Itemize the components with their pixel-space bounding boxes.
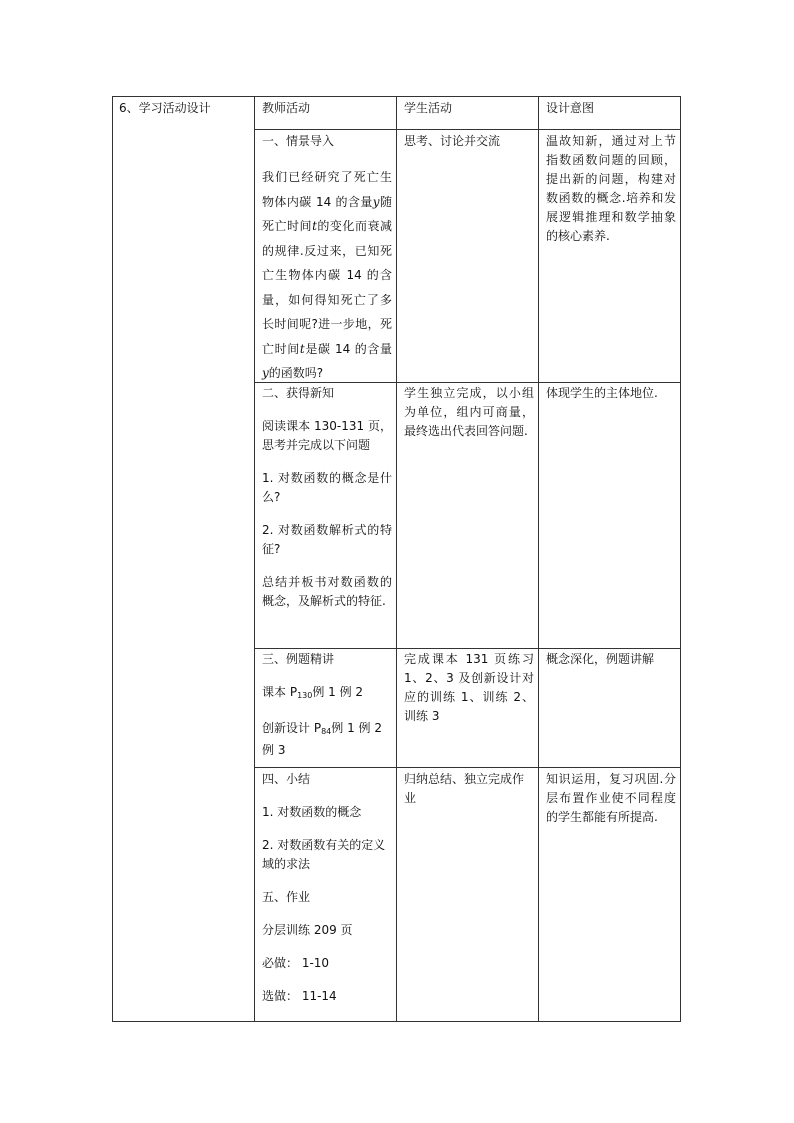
student-cell-row1: 思考、讨论并交流 (404, 134, 501, 148)
teacher-paragraph: 1. 对数函数的概念 (262, 805, 362, 819)
intent-cell-row4: 知识运用，复习巩固.分层布置作业使不同程度的学生都能有所提高. (546, 772, 676, 824)
column-divider (254, 97, 255, 1021)
teacher-paragraph: 必做： 1-10 (262, 956, 330, 970)
teacher-cell-row2 (262, 384, 392, 611)
intent-cell-row2: 体现学生的主体地位. (546, 386, 658, 400)
teacher-paragraph: 课本 $P_{130}$例 1 例 2 (262, 685, 364, 700)
column-divider (538, 97, 539, 1021)
math-variable: t (312, 219, 317, 233)
teacher-paragraph: 我们已经研究了死亡生物体内碳 14 的含量y随死亡时间t的变化而衰减的规律.反过来，已知死亡生物体内碳 14 的含量，如何得知死亡了多长时间呢?进一步地，死亡时间t是碳 14 的含量y的函数吗? (262, 170, 392, 380)
teacher-paragraph: 创新设计 $P_{84}$例 1 例 2 例 3 (262, 721, 382, 757)
teacher-paragraph: 2. 对数函数解析式的特征? (262, 523, 392, 556)
header-design-intent: 设计意图 (546, 101, 595, 115)
teacher-title: 一、情景导入 (262, 134, 335, 148)
teacher-cell-row4 (262, 770, 392, 1006)
teacher-title: 二、获得新知 (262, 386, 335, 400)
teacher-paragraph: 1. 对数函数的概念是什么? (262, 471, 392, 504)
teacher-paragraph: 2. 对数函数有关的定义域的求法 (262, 838, 386, 871)
page-subscript: 130 (297, 691, 313, 700)
teacher-title: 三、例题精讲 (262, 652, 335, 666)
teacher-cell-row1 (262, 132, 392, 386)
header-teacher-activity: 教师活动 (262, 101, 311, 115)
intent-cell-row3: 概念深化，例题讲解 (546, 652, 655, 666)
lesson-activity-table (112, 96, 681, 1022)
teacher-paragraph: 选做： 11-14 (262, 989, 337, 1003)
student-cell-row4: 归纳总结、独立完成作业 (404, 772, 525, 805)
student-cell-row2: 学生独立完成，以小组为单位，组内可商量，最终选出代表回答问题. (404, 386, 534, 438)
teacher-title: 四、小结 (262, 772, 311, 786)
teacher-paragraph: 总结并板书对数函数的概念，及解析式的特征. (262, 575, 392, 608)
math-variable: y (372, 194, 380, 209)
page-subscript: 84 (321, 727, 332, 736)
header-student-activity: 学生活动 (404, 101, 453, 115)
teacher-paragraph: 阅读课本 130-131 页，思考并完成以下问题 (262, 419, 392, 452)
row-divider (254, 767, 680, 768)
row-divider (254, 129, 680, 130)
math-variable: y (262, 366, 269, 380)
student-cell-row3: 完成课本 131 页练习 1、2、3 及创新设计对应的训练 1、训练 2、训练 3 (404, 652, 534, 723)
intent-cell-row1: 温故知新，通过对上节指数函数问题的回顾，提出新的问题，构建对数函数的概念.培养和发展逻辑推理和数学抽象的核心素养. (546, 134, 676, 243)
teacher-paragraph: 五、作业 (262, 890, 311, 904)
column-divider (396, 97, 397, 1021)
teacher-paragraph: 分层训练 209 页 (262, 923, 353, 937)
math-variable: t (299, 341, 305, 356)
section-label: 6、学习活动设计 (119, 101, 211, 115)
teacher-cell-row3 (262, 650, 392, 760)
row-divider (254, 648, 680, 649)
